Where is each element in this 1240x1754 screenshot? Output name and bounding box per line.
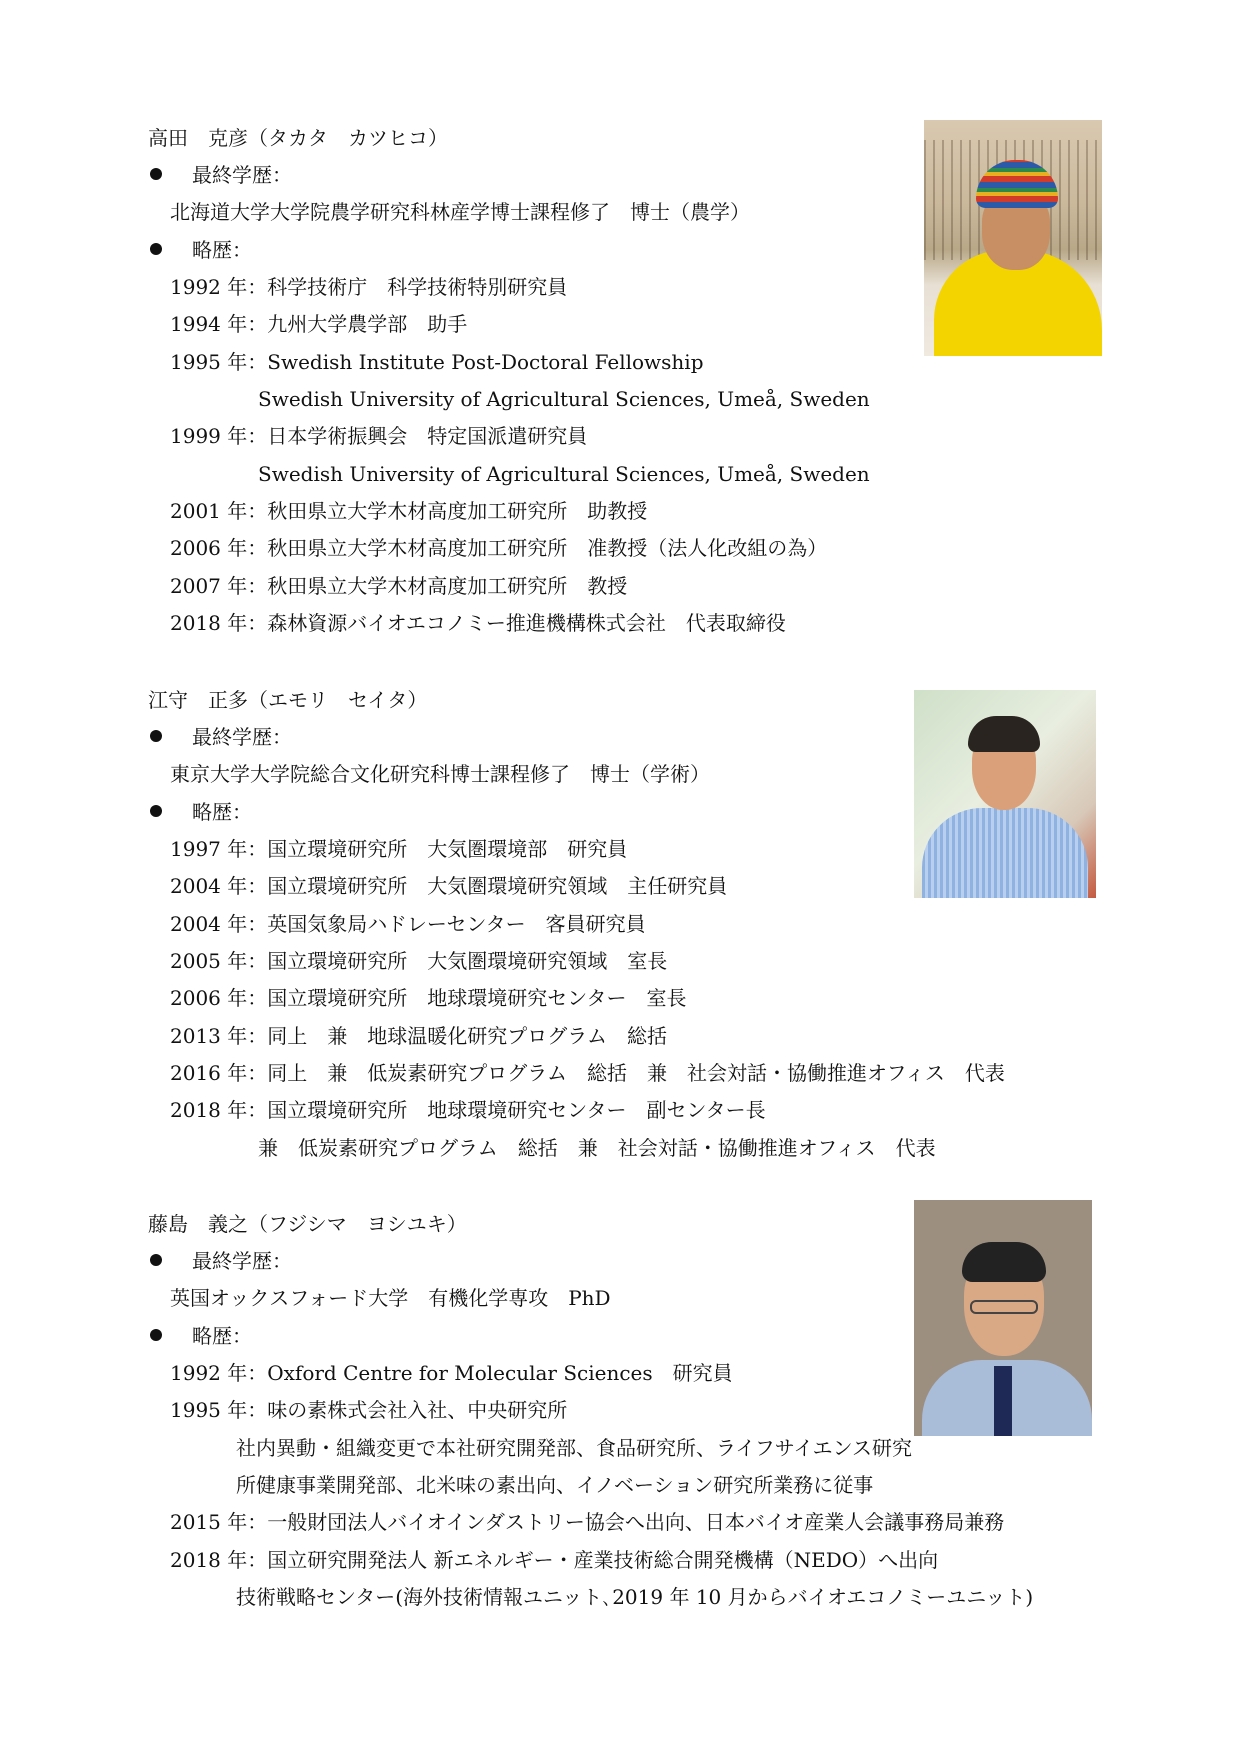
- profile-name: 高田 克彦（タカタ カツヒコ）: [148, 126, 448, 150]
- career-entry: 2004 年：国立環境研究所 大気圏環境研究領域 主任研究員: [170, 874, 728, 898]
- education-text: 東京大学大学院総合文化研究科博士課程修了 博士（学術）: [170, 762, 710, 786]
- education-text: 英国オックスフォード大学 有機化学専攻 PhD: [170, 1286, 611, 1310]
- career-entry: 2007 年：秋田県立大学木材高度加工研究所 教授: [170, 574, 628, 598]
- career-entry-continuation: Swedish University of Agricultural Sciences, Umeå, Sweden: [258, 387, 870, 411]
- career-entry: 2005 年：国立環境研究所 大気圏環境研究領域 室長: [170, 949, 668, 973]
- career-entry: 1999 年：日本学術振興会 特定国派遣研究員: [170, 424, 588, 448]
- career-entry: 1992 年：Oxford Centre for Molecular Sciences 研究員: [170, 1361, 733, 1385]
- career-entry: 2006 年：国立環境研究所 地球環境研究センター 室長: [170, 986, 687, 1010]
- education-heading: 最終学歴：: [150, 161, 292, 189]
- portrait-photo-takata: [924, 120, 1102, 356]
- bullet-icon: [150, 168, 162, 180]
- career-entry-continuation: 技術戦略センター(海外技術情報ユニット､2019 年 10 月からバイオエコノミーユニット): [236, 1585, 1034, 1609]
- bullet-icon: [150, 805, 162, 817]
- career-entry: 1992 年：科学技術庁 科学技術特別研究員: [170, 275, 568, 299]
- career-entry: 2018 年：国立研究開発法人 新エネルギー・産業技術総合開発機構（NEDO）へ出向: [170, 1548, 939, 1572]
- bullet-icon: [150, 730, 162, 742]
- education-heading: 最終学歴：: [150, 1247, 292, 1275]
- bullet-icon: [150, 243, 162, 255]
- career-entry: 2016 年：同上 兼 低炭素研究プログラム 総括 兼 社会対話・協働推進オフィス 代表: [170, 1061, 1005, 1085]
- profile-name: 藤島 義之（フジシマ ヨシユキ）: [148, 1212, 467, 1236]
- education-heading: 最終学歴：: [150, 723, 292, 751]
- career-entry: 2001 年：秋田県立大学木材高度加工研究所 助教授: [170, 499, 648, 523]
- career-heading: 略歴：: [150, 798, 252, 826]
- portrait-photo-emori: [914, 690, 1096, 898]
- career-heading: 略歴：: [150, 236, 252, 264]
- bullet-icon: [150, 1254, 162, 1266]
- career-entry: 1995 年：味の素株式会社入社、中央研究所: [170, 1398, 568, 1422]
- career-heading: 略歴：: [150, 1322, 252, 1350]
- career-entry: 1994 年：九州大学農学部 助手: [170, 312, 468, 336]
- career-entry: 1997 年：国立環境研究所 大気圏環境部 研究員: [170, 837, 628, 861]
- career-entry-continuation: 兼 低炭素研究プログラム 総括 兼 社会対話・協働推進オフィス 代表: [258, 1136, 936, 1160]
- career-entry: 2006 年：秋田県立大学木材高度加工研究所 准教授（法人化改組の為）: [170, 536, 828, 560]
- profile-name: 江守 正多（エモリ セイタ）: [148, 688, 428, 712]
- bullet-icon: [150, 1329, 162, 1341]
- career-entry: 2018 年：国立環境研究所 地球環境研究センター 副センター長: [170, 1098, 766, 1122]
- career-entry: 2018 年：森林資源バイオエコノミー推進機構株式会社 代表取締役: [170, 611, 786, 635]
- career-entry: 1995 年：Swedish Institute Post-Doctoral Fellowship: [170, 350, 704, 374]
- career-entry-continuation: 社内異動・組織変更で本社研究開発部、食品研究所、ライフサイエンス研究: [236, 1436, 912, 1460]
- career-entry-continuation: Swedish University of Agricultural Sciences, Umeå, Sweden: [258, 462, 870, 486]
- career-entry: 2015 年：一般財団法人バイオインダストリー協会へ出向、日本バイオ産業人会議事務局兼務: [170, 1510, 1005, 1534]
- education-text: 北海道大学大学院農学研究科林産学博士課程修了 博士（農学）: [170, 200, 750, 224]
- portrait-photo-fujishima: [914, 1200, 1092, 1436]
- career-entry-continuation: 所健康事業開発部、北米味の素出向、イノベーション研究所業務に従事: [236, 1473, 874, 1497]
- career-entry: 2013 年：同上 兼 地球温暖化研究プログラム 総括: [170, 1024, 668, 1048]
- career-entry: 2004 年：英国気象局ハドレーセンター 客員研究員: [170, 912, 646, 936]
